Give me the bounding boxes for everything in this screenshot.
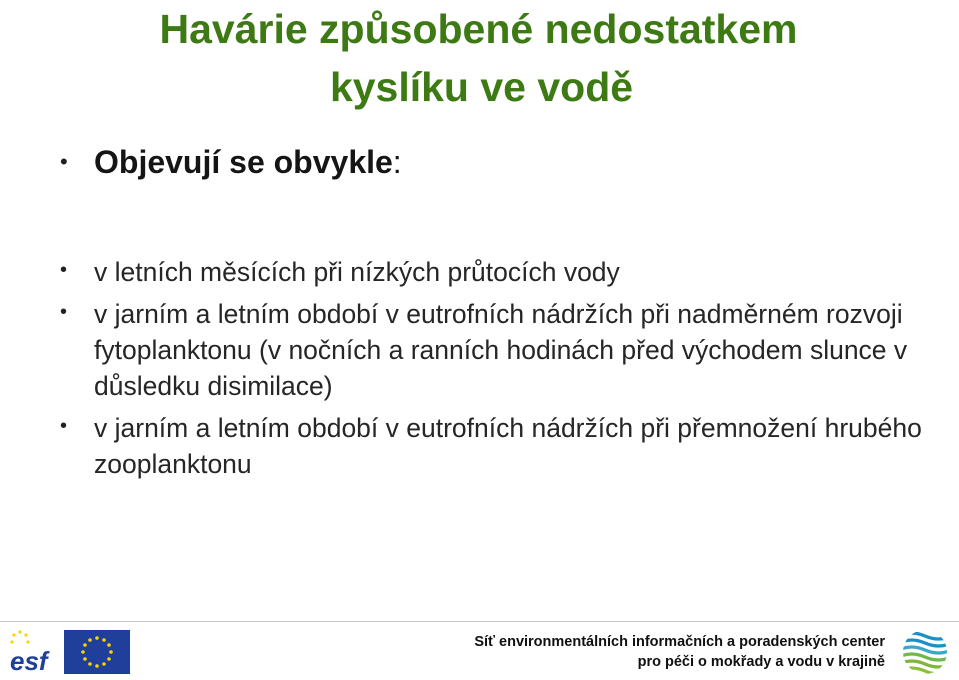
esf-logo-icon <box>8 629 60 673</box>
bullet-list <box>60 254 940 488</box>
bullet-icon: • <box>60 301 68 323</box>
list-item <box>60 254 940 290</box>
slide-title <box>0 0 959 116</box>
list-item-text: v jarním a letním období v eutrofních nádržích při nadměrném rozvoji fytoplanktonu (v nočních a ranních hodinách před východem slunce v důsledku disimilace) <box>94 299 908 401</box>
eu-flag-icon <box>64 630 130 674</box>
slide-title-line-1: Havárie způsobené nedostatkem <box>159 6 798 52</box>
wave-logo-icon <box>897 628 953 676</box>
list-item <box>60 410 940 482</box>
list-item-text: v jarním a letním období v eutrofních nádržích při přemnožení hrubého zooplanktonu <box>94 413 922 479</box>
footer-line-2: pro péči o mokřady a vodu v krajině <box>637 654 885 670</box>
footer-text <box>474 632 885 672</box>
slide-title-line-2: kyslíku ve vodě <box>329 64 634 110</box>
footer-line-1: Síť environmentálních informačních a poradenských center <box>474 634 885 650</box>
bullet-icon: • <box>60 415 68 437</box>
svg-text:esf: esf <box>10 646 48 673</box>
lead-colon: : <box>392 144 402 180</box>
lead-text: Objevují se obvykle <box>94 144 393 180</box>
lead-text-wrap <box>94 141 402 183</box>
bullet-icon: • <box>60 149 68 174</box>
list-item-text: v letních měsících při nízkých průtocích vody <box>94 257 620 287</box>
bullet-icon: • <box>60 259 68 281</box>
slide-footer <box>0 621 959 680</box>
list-item <box>60 296 940 404</box>
